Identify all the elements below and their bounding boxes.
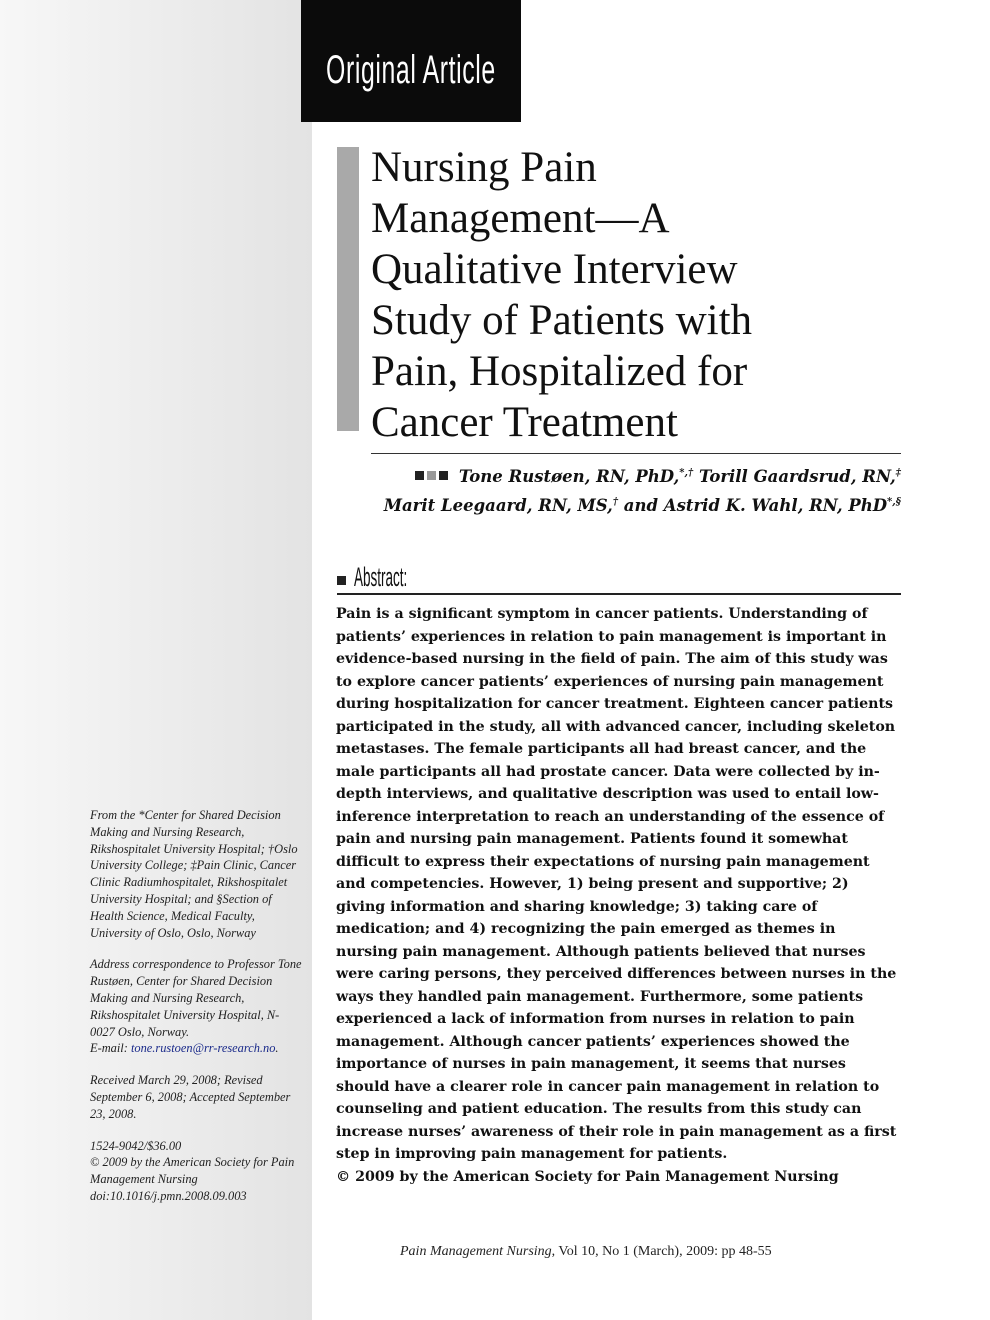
title-line: Nursing Pain [371, 144, 597, 191]
sidebar-notes [90, 807, 302, 1220]
title-line: Qualitative Interview [371, 246, 738, 293]
correspondence-note [90, 956, 302, 1057]
title-line: Management—A [371, 195, 670, 242]
author-affiliation-mark: ‡ [895, 467, 901, 479]
article-title [371, 142, 911, 448]
title-line: Pain, Hospitalized for [371, 348, 748, 395]
author-name: Torill Gaardsrud, RN, [698, 467, 896, 486]
author-affiliation-mark: *,† [679, 467, 694, 479]
author-list [330, 462, 901, 520]
dates-note: Received March 29, 2008; Revised September 6, 2008; Accepted September 23, 2008. [90, 1073, 291, 1121]
publication-note [90, 1138, 302, 1205]
page-footer [400, 1244, 840, 1260]
abstract-rule [337, 593, 901, 595]
author-bullet-squares [415, 467, 451, 486]
title-line: Cancer Treatment [371, 399, 678, 446]
journal-citation: , Vol 10, No 1 (March), 2009: pp 48-55 [551, 1244, 772, 1259]
title-accent-bar [337, 147, 359, 431]
author-affiliation-mark: † [612, 496, 619, 508]
abstract-copyright: © 2009 by the American Society for Pain Management Nursing [336, 1168, 839, 1185]
journal-name: Pain Management Nursing [400, 1244, 552, 1259]
correspondence-address: Address correspondence to Professor Tone Rustøen, Center for Shared Decision Making and Nursing Research, Rikshospitalet University Hospital, N-0027 Oslo, Norway. [90, 957, 302, 1039]
issn-text: 1524-9042/$36.00 [90, 1138, 182, 1153]
copyright-text: © 2009 by the American Society for Pain Management Nursing [90, 1155, 295, 1187]
title-line: Study of Patients with [371, 297, 753, 344]
doi-text: doi:10.1016/j.pmn.2008.09.003 [90, 1188, 247, 1203]
author-name: and Astrid K. Wahl, RN, PhD [623, 496, 888, 515]
email-label: E-mail: [90, 1041, 128, 1056]
abstract-bullet-square [337, 576, 346, 585]
email-end: . [275, 1041, 279, 1056]
email-link[interactable]: tone.rustoen@rr-research.no [130, 1041, 276, 1056]
abstract-text: Pain is a significant symptom in cancer patients. Understanding of patients’ experiences in relation to pain management is important in evidence-based nursing in the field of pain. The aim of this study was to explore cancer patients’ experiences of nursing pain management during hospitalization for cancer treatment. Eighteen cancer patients participated in the study, all with advanced cancer, including skeleton metastases. The female participants all had breast cancer, and the male participants all had prostate cancer. Data were collected by in-depth interviews, and qualitative description was used to entail low-inference interpretation to reach an understanding of the essence of pain and nursing pain management. Patients found it somewhat difficult to express their expectations of nursing pain management and competencies. However, 1) being present and supportive; 2) giving information and sharing knowledge; 3) taking care of medication; and 4) recognizing the pain emerged as themes in nursing pain management. Although patients believed that nurses were caring persons, they perceived differences between nurses in the ways they handled pain management. Furthermore, some patients experienced a lack of information from nurses in relation to pain management. Although cancer patients’ experiences showed the importance of nurses in pain management, it seems that nurses should have a clearer role in cancer pain management in relation to counseling and patient education. The results from this study can increase nurses’ awareness of their role in pain management as a first step in improving pain management for patients. [336, 606, 897, 1162]
article-type-label: Original Article [326, 47, 496, 92]
article-type-badge [301, 0, 521, 122]
abstract-heading-label: Abstract: [354, 562, 408, 592]
author-name: Tone Rustøen, RN, PhD, [458, 467, 680, 486]
affiliations-note: From the *Center for Shared Decision Making and Nursing Research, Rikshospitalet University Hospital; †Oslo University College; ‡Pain Clinic, Cancer Clinic Radiumhospitalet, Rikshospitalet University Hospital; and §Section of Health Science, Medical Faculty, University of Oslo, Oslo, Norway [90, 808, 298, 940]
abstract-heading [337, 562, 901, 592]
author-affiliation-mark: *,§ [887, 496, 901, 508]
abstract-body [336, 603, 902, 1188]
author-name: Marit Leegaard, RN, MS, [383, 496, 613, 515]
title-rule [371, 453, 901, 454]
